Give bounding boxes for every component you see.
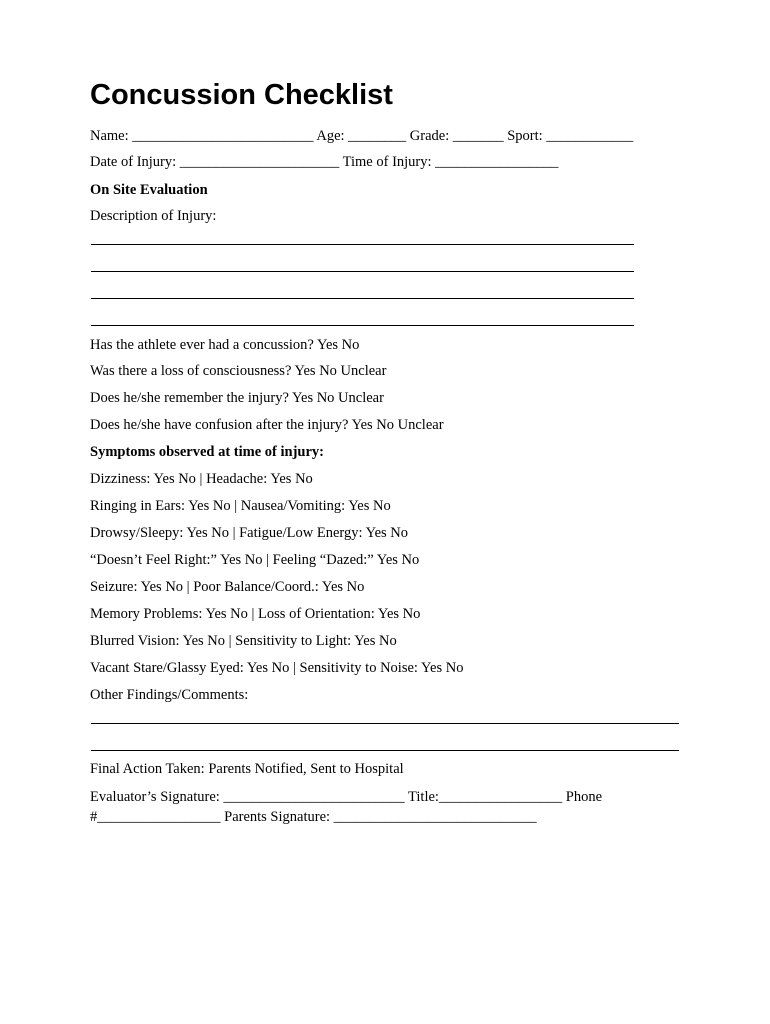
page-title: Concussion Checklist (90, 79, 393, 111)
date-time-of-injury-fields[interactable]: Date of Injury: ______________________ Time of Injury: _________________ (90, 154, 559, 170)
description-line-1[interactable] (91, 244, 634, 245)
description-of-injury-label: Description of Injury: (90, 208, 217, 224)
symptom-row[interactable]: “Doesn’t Feel Right:” Yes No | Feeling “Dazed:” Yes No (90, 552, 420, 568)
symptom-row[interactable]: Drowsy/Sleepy: Yes No | Fatigue/Low Energy: Yes No (90, 525, 409, 541)
name-age-grade-sport-fields[interactable]: Name: _________________________ Age: ________ Grade: _______ Sport: ____________ (90, 128, 634, 144)
question-loss-of-consciousness[interactable]: Was there a loss of consciousness? Yes No Unclear (90, 363, 387, 379)
description-line-3[interactable] (91, 298, 634, 299)
question-remember-injury[interactable]: Does he/she remember the injury? Yes No Unclear (90, 390, 384, 406)
on-site-evaluation-heading: On Site Evaluation (90, 182, 208, 198)
description-line-2[interactable] (91, 271, 634, 272)
symptom-row[interactable]: Seizure: Yes No | Poor Balance/Coord.: Yes No (90, 579, 365, 595)
other-findings-label: Other Findings/Comments: (90, 687, 249, 703)
phone-parents-signature-fields[interactable]: #_________________ Parents Signature: ____________________________ (90, 809, 537, 825)
symptom-row[interactable]: Dizziness: Yes No | Headache: Yes No (90, 471, 313, 487)
symptoms-heading: Symptoms observed at time of injury: (90, 444, 324, 460)
comments-line-1[interactable] (91, 723, 679, 724)
comments-line-2[interactable] (91, 750, 679, 751)
symptom-row[interactable]: Blurred Vision: Yes No | Sensitivity to Light: Yes No (90, 633, 397, 649)
symptom-row[interactable]: Vacant Stare/Glassy Eyed: Yes No | Sensitivity to Noise: Yes No (90, 660, 464, 676)
question-confusion[interactable]: Does he/she have confusion after the injury? Yes No Unclear (90, 417, 444, 433)
description-line-4[interactable] (91, 325, 634, 326)
symptom-row[interactable]: Ringing in Ears: Yes No | Nausea/Vomiting: Yes No (90, 498, 391, 514)
evaluator-signature-fields[interactable]: Evaluator’s Signature: _________________________ Title:_________________ Phone (90, 789, 603, 805)
final-action-taken[interactable]: Final Action Taken: Parents Notified, Sent to Hospital (90, 761, 404, 777)
question-prior-concussion[interactable]: Has the athlete ever had a concussion? Yes No (90, 337, 360, 353)
symptom-row[interactable]: Memory Problems: Yes No | Loss of Orientation: Yes No (90, 606, 421, 622)
